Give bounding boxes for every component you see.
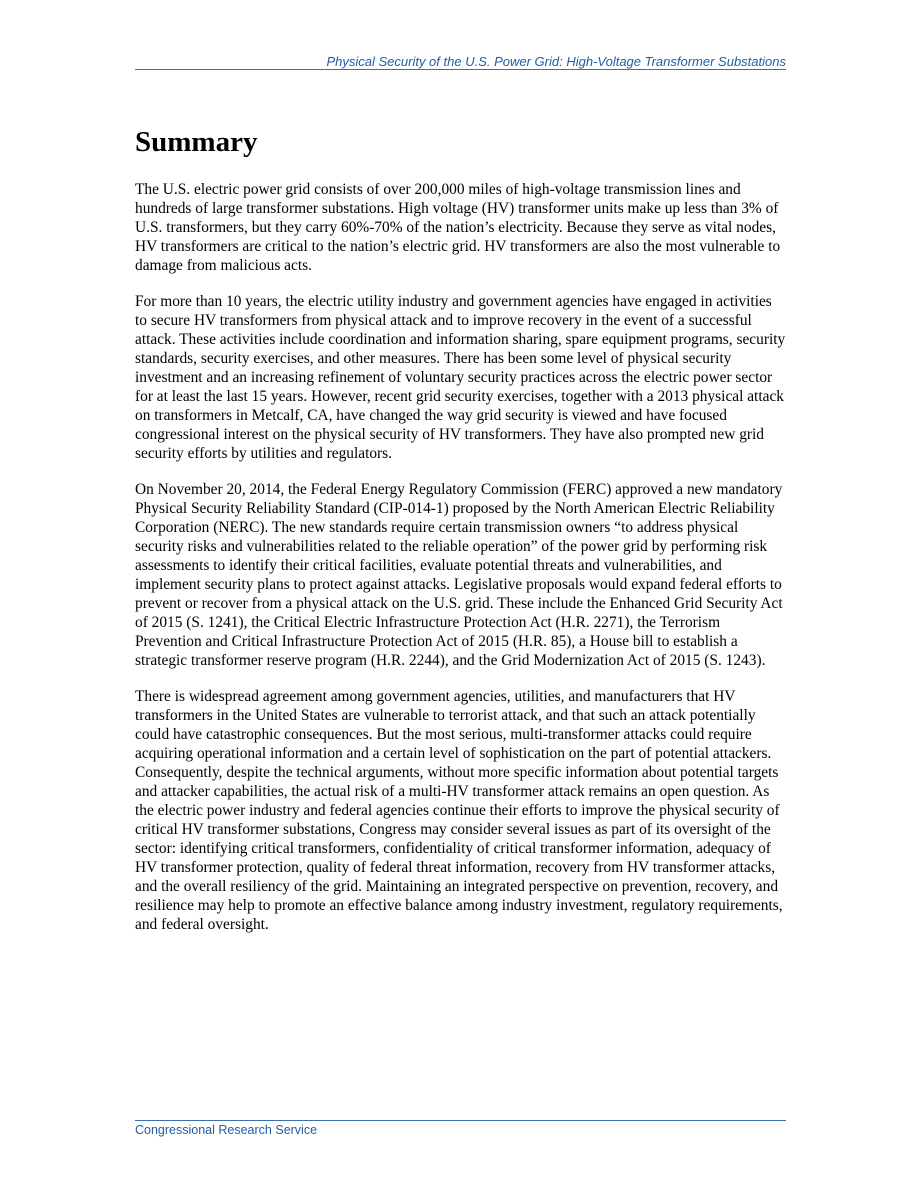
footer-organization: Congressional Research Service — [135, 1123, 318, 1137]
paragraph-1: The U.S. electric power grid consists of over 200,000 miles of high-voltage transmission lines and hundreds of large transformer substations. High voltage (HV) transformer units make up less than 3% of U.S. transformers, but they carry 60%-70% of the nation’s electricity. Because they serve as vital nodes, HV transformers are critical to the nation’s electric grid. HV transformers are also the most vulnerable to damage from malicious acts. — [135, 181, 781, 274]
section-title: Summary — [135, 126, 258, 158]
paragraph-4: There is widespread agreement among government agencies, utilities, and manufacturers that HV transformers in the United States are vulnerable to terrorist attack, and that such an attack potentially could have catastrophic consequences. But the most serious, multi-transformer attacks could require acquiring operational information and a certain level of sophistication on the part of potential attackers. Consequently, despite the technical arguments, without more specific information about potential targets and attacker capabilities, the actual risk of a multi-HV transformer attack remains an open question. As the electric power industry and federal agencies continue their efforts to improve the physical security of critical HV transformer substations, Congress may consider several issues as part of its oversight of the sector: identifying critical transformers, confidentiality of critical transformer information, adequacy of HV transformer protection, quality of federal threat information, recovery from HV transformer attacks, and the overall resiliency of the grid. Maintaining an integrated perspective on prevention, recovery, and resilience may help to promote an effective balance among industry investment, regulatory requirements, and federal oversight. — [135, 688, 783, 933]
running-header-title: Physical Security of the U.S. Power Grid: High-Voltage Transformer Substations — [326, 54, 786, 69]
paragraph-3: On November 20, 2014, the Federal Energy Regulatory Commission (FERC) approved a new mandatory Physical Security Reliability Standard (CIP-014-1) proposed by the North American Electric Reliability Corporation (NERC). The new standards require certain transmission owners “to address physical security risks and vulnerabilities related to the reliable operation” of the power grid by performing risk assessments to identify their critical facilities, evaluate potential threats and vulnerabilities, and implement security plans to protect against attacks. Legislative proposals would expand federal efforts to prevent or recover from a physical attack on the U.S. grid. These include the Enhanced Grid Security Act of 2015 (S. 1241), the Critical Electric Infrastructure Protection Act (H.R. 2271), the Terrorism Prevention and Critical Infrastructure Protection Act of 2015 (H.R. 85), a House bill to establish a strategic transformer reserve program (H.R. 2244), and the Grid Modernization Act of 2015 (S. 1243). — [135, 481, 783, 669]
paragraph-2: For more than 10 years, the electric utility industry and government agencies have engaged in activities to secure HV transformers from physical attack and to improve recovery in the event of a successful attack. These activities include coordination and information sharing, spare equipment programs, security standards, security exercises, and other measures. There has been some level of physical security investment and an increasing refinement of voluntary security practices across the electric power sector for at least the last 15 years. However, recent grid security exercises, together with a 2013 physical attack on transformers in Metcalf, CA, have changed the way grid security is viewed and have focused congressional interest on the physical security of HV transformers. They have also prompted new grid security efforts by utilities and regulators. — [135, 293, 786, 462]
summary-section — [135, 123, 787, 951]
footer-divider — [135, 1120, 786, 1121]
header-divider — [135, 69, 786, 70]
